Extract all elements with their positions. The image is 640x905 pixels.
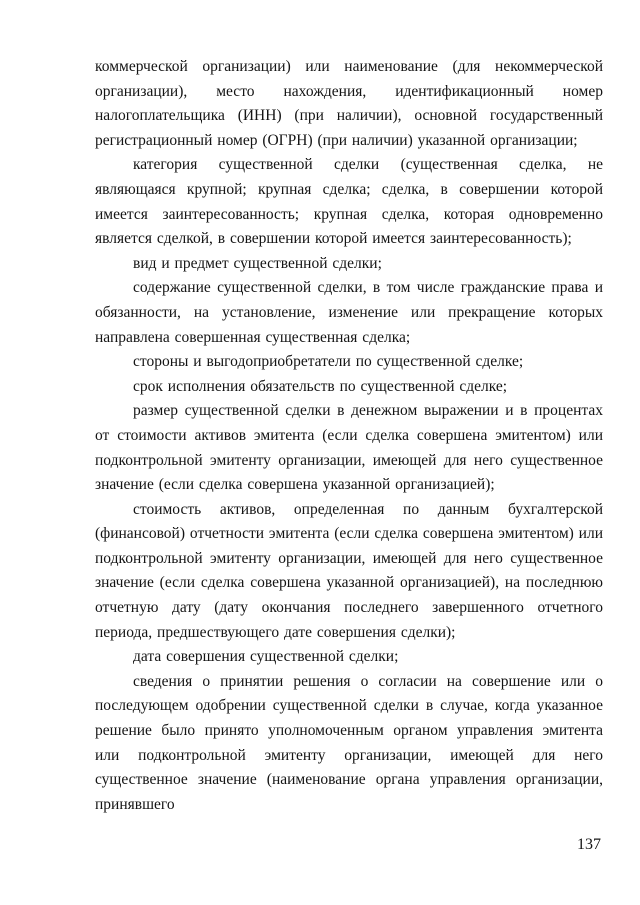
paragraph: дата совершения существенной сделки;	[133, 648, 399, 666]
page-number: 137	[577, 836, 601, 854]
paragraph-continuation: коммерческой организации) или наименование (для некоммерческой организации), место нахождения, идентификационный номер налогоплательщика (ИНН) (при наличии), основной государственный регистрационный номер (ОГРН) (при наличии) указанной организации;	[95, 58, 603, 149]
paragraph: вид и предмет существенной сделки;	[133, 254, 382, 272]
paragraph: содержание существенной сделки, в том числе гражданские права и обязанности, на установление, изменение или прекращение которых направлена совершенная существенная сделка;	[95, 279, 603, 346]
paragraph: срок исполнения обязательств по существенной сделке;	[133, 377, 508, 395]
paragraph: стоимость активов, определенная по данным бухгалтерской (финансовой) отчетности эмитента (если сделка совершена эмитентом) или подконтрольной эмитенту организации, имеющей для него существенное значение (если сделка совершена указанной организацией), на последнюю отчетную дату (дату окончания последнего завершенного отчетного периода, предшествующего дате совершения сделки);	[95, 500, 603, 641]
paragraph: размер существенной сделки в денежном выражении и в процентах от стоимости активов эмитента (если сделка совершена эмитентом) или подконтрольной эмитенту организации, имеющей для него существенное значение (если сделка совершена указанной организацией);	[95, 402, 603, 494]
paragraph: сведения о принятии решения о согласии на совершение или о последующем одобрении существенной сделки в случае, когда указанное решение было принято уполномоченным органом управления эмитента или подконтрольной эмитенту организации, имеющей для него существенное значение (наименование органа управления организации, принявшего	[95, 672, 603, 813]
paragraph: категория существенной сделки (существенная сделка, не являющаяся крупной; крупная сделка; сделка, в совершении которой имеется заинтересованность; крупная сделка, которая одновременно является сделкой, в совершении которой имеется заинтересованность);	[95, 156, 603, 248]
document-body	[95, 55, 603, 858]
paragraph: стороны и выгодоприобретатели по существенной сделке;	[133, 353, 524, 371]
